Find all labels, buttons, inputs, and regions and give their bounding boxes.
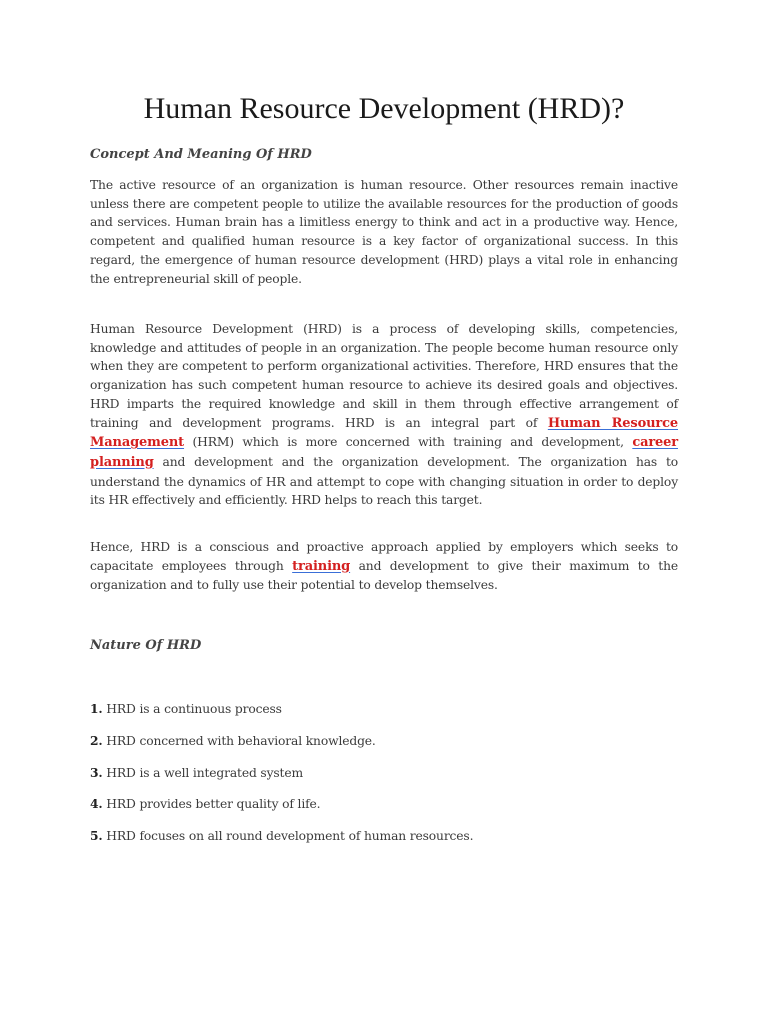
paragraph-intro: The active resource of an organization is human resource. Other resources remain inactive unless there are competent people to utilize the available resources for the production of goods and services. Human brain has a limitless energy to think and act in a productive way. Hence, competent and qualified human resource is a key factor of organizational success. In this regard, the emergence of human resource development (HRD) plays a vital role in enhancing the entrepreneurial skill of people. [90, 178, 678, 286]
link-career-planning[interactable]: career planning [90, 435, 678, 470]
page-title: Human Resource Development (HRD)? [143, 92, 625, 125]
paragraph-definition [90, 320, 678, 510]
list-item-text: HRD focuses on all round development of human resources. [102, 829, 474, 844]
list-item [90, 795, 678, 827]
section-heading-concept: Concept And Meaning Of HRD [90, 147, 312, 162]
list-item-text: HRD is a continuous process [102, 702, 282, 716]
list-item [90, 700, 678, 732]
paragraph-definition-text-3: and development and the organization development. The organization has to understand the dynamics of HR and attempt to cope with changing situation in order to deploy its HR effectively and efficiently. HRD helps to reach this target. [90, 454, 678, 508]
list-item-number: 4. [90, 796, 103, 812]
list-item-number: 3. [90, 764, 103, 780]
nature-list [90, 700, 678, 859]
list-item [90, 732, 678, 764]
paragraph-definition-text-2: (HRM) which is more concerned with training and development, [184, 435, 633, 450]
paragraph-approach-text-2: and development to give their maximum to the organization and to fully use their potential to develop themselves. [90, 558, 678, 593]
list-item [90, 764, 678, 796]
section-heading-nature: Nature Of HRD [90, 638, 202, 653]
paragraph-approach-text-1: Hence, HRD is a conscious and proactive approach applied by employers which seeks to capacitate employees through [90, 540, 678, 573]
list-item-number: 5. [90, 828, 103, 844]
list-item-text: HRD is a well integrated system [102, 765, 303, 780]
link-training[interactable]: training [292, 558, 351, 574]
list-item-text: HRD concerned with behavioral knowledge. [102, 733, 376, 748]
list-item-number: 2. [90, 732, 103, 748]
list-item-text: HRD provides better quality of life. [102, 797, 321, 812]
list-item [90, 827, 678, 859]
paragraph-definition-text-1: Human Resource Development (HRD) is a process of developing skills, competencies, knowledge and attitudes of people in an organization. The people become human resource only when they are competent to perform organizational activities. Therefore, HRD ensures that the organization has such competent human resource to achieve its desired goals and objectives. HRD imparts the required knowledge and skill in them through effective arrangement of training and development programs. HRD is an integral part of [90, 322, 678, 430]
link-human-resource-management[interactable]: Human Resource Management [90, 415, 678, 451]
paragraph-approach [90, 538, 678, 595]
list-item-number: 1. [90, 701, 103, 716]
